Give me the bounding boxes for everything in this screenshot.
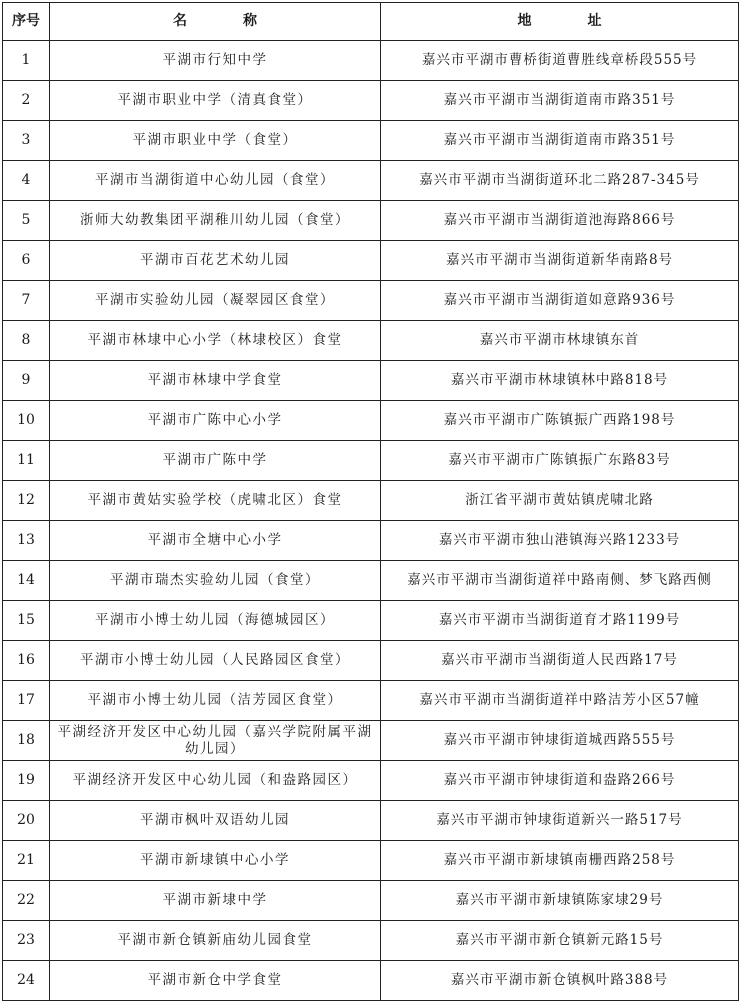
table-row [3, 681, 739, 721]
row-name-cell: 平湖市职业中学（食堂） [50, 121, 381, 161]
row-index-cell: 11 [3, 441, 50, 481]
row-address-cell: 嘉兴市平湖市当湖街道祥中路南侧、梦飞路西侧 [381, 561, 739, 601]
row-index-cell: 6 [3, 241, 50, 281]
row-name-cell: 平湖市林埭中心小学（林埭校区）食堂 [50, 321, 381, 361]
row-address-cell: 嘉兴市平湖市当湖街道南市路351号 [381, 121, 739, 161]
row-index-cell: 1 [3, 41, 50, 81]
row-index-cell: 14 [3, 561, 50, 601]
table-row [3, 81, 739, 121]
row-index-cell: 18 [3, 721, 50, 761]
table-row [3, 281, 739, 321]
row-index-cell: 23 [3, 921, 50, 961]
header-index: 序号 [3, 3, 50, 41]
row-address-cell: 嘉兴市平湖市新埭镇南栅西路258号 [381, 841, 739, 881]
table-row [3, 161, 739, 201]
row-name-cell: 平湖市小博士幼儿园（人民路园区食堂） [50, 641, 381, 681]
row-index-cell: 19 [3, 761, 50, 801]
row-address-cell: 嘉兴市平湖市当湖街道环北二路287-345号 [381, 161, 739, 201]
row-address-cell: 嘉兴市平湖市当湖街道育才路1199号 [381, 601, 739, 641]
row-address-cell: 嘉兴市平湖市新埭镇陈家埭29号 [381, 881, 739, 921]
table-row [3, 841, 739, 881]
table-row [3, 321, 739, 361]
row-name-cell: 平湖经济开发区中心幼儿园（和盎路园区） [50, 761, 381, 801]
header-row [3, 3, 739, 41]
table-body [3, 41, 739, 1001]
row-address-cell: 嘉兴市平湖市当湖街道新华南路8号 [381, 241, 739, 281]
row-address-cell: 浙江省平湖市黄姑镇虎啸北路 [381, 481, 739, 521]
row-name-cell: 平湖市新仓中学食堂 [50, 961, 381, 1001]
row-address-cell: 嘉兴市平湖市当湖街道祥中路洁芳小区57幢 [381, 681, 739, 721]
table-row [3, 481, 739, 521]
row-name-cell: 平湖市实验幼儿园（凝翠园区食堂） [50, 281, 381, 321]
table-row [3, 441, 739, 481]
header-address-right: 址 [587, 13, 602, 29]
table-row [3, 801, 739, 841]
row-index-cell: 8 [3, 321, 50, 361]
table-row [3, 41, 739, 81]
row-index-cell: 15 [3, 601, 50, 641]
row-name-cell: 平湖市新仓镇新庙幼儿园食堂 [50, 921, 381, 961]
table-row [3, 881, 739, 921]
row-address-cell: 嘉兴市平湖市钟埭街道和盎路266号 [381, 761, 739, 801]
row-name-cell: 平湖市新埭镇中心小学 [50, 841, 381, 881]
table-row [3, 641, 739, 681]
table-header [3, 3, 739, 41]
row-name-cell: 平湖市黄姑实验学校（虎啸北区）食堂 [50, 481, 381, 521]
row-index-cell: 7 [3, 281, 50, 321]
table-row [3, 921, 739, 961]
row-index-cell: 21 [3, 841, 50, 881]
row-index-cell: 3 [3, 121, 50, 161]
row-address-cell: 嘉兴市平湖市当湖街道如意路936号 [381, 281, 739, 321]
row-name-cell: 平湖市小博士幼儿园（洁芳园区食堂） [50, 681, 381, 721]
row-name-cell: 平湖市瑞杰实验幼儿园（食堂） [50, 561, 381, 601]
header-address-left: 地 [517, 13, 532, 29]
row-index-cell: 10 [3, 401, 50, 441]
row-name-cell: 平湖市职业中学（清真食堂） [50, 81, 381, 121]
row-index-cell: 12 [3, 481, 50, 521]
canteen-list-table [2, 2, 739, 1001]
row-name-cell: 平湖市枫叶双语幼儿园 [50, 801, 381, 841]
table-row [3, 761, 739, 801]
row-index-cell: 22 [3, 881, 50, 921]
row-address-cell: 嘉兴市平湖市当湖街道池海路866号 [381, 201, 739, 241]
row-index-cell: 9 [3, 361, 50, 401]
table-row [3, 721, 739, 761]
row-name-cell: 平湖市百花艺术幼儿园 [50, 241, 381, 281]
row-name-cell: 浙师大幼教集团平湖稚川幼儿园（食堂） [50, 201, 381, 241]
row-address-cell: 嘉兴市平湖市广陈镇振广西路198号 [381, 401, 739, 441]
row-index-cell: 4 [3, 161, 50, 201]
row-index-cell: 24 [3, 961, 50, 1001]
header-name-right: 称 [243, 13, 257, 29]
table-row [3, 961, 739, 1001]
row-address-cell: 嘉兴市平湖市曹桥街道曹胜线章桥段555号 [381, 41, 739, 81]
table-row [3, 121, 739, 161]
row-address-cell: 嘉兴市平湖市当湖街道南市路351号 [381, 81, 739, 121]
row-name-cell: 平湖市广陈中学 [50, 441, 381, 481]
row-name-cell: 平湖市当湖街道中心幼儿园（食堂） [50, 161, 381, 201]
table-row [3, 521, 739, 561]
row-address-cell: 嘉兴市平湖市新仓镇新元路15号 [381, 921, 739, 961]
row-address-cell: 嘉兴市平湖市林埭镇林中路818号 [381, 361, 739, 401]
row-index-cell: 5 [3, 201, 50, 241]
row-name-cell: 平湖市广陈中心小学 [50, 401, 381, 441]
row-index-cell: 13 [3, 521, 50, 561]
row-name-cell: 平湖经济开发区中心幼儿园（嘉兴学院附属平湖幼儿园） [50, 721, 381, 761]
row-name-cell: 平湖市林埭中学食堂 [50, 361, 381, 401]
row-address-cell: 嘉兴市平湖市钟埭街道新兴一路517号 [381, 801, 739, 841]
table-row [3, 561, 739, 601]
row-index-cell: 16 [3, 641, 50, 681]
row-address-cell: 嘉兴市平湖市林埭镇东首 [381, 321, 739, 361]
row-name-cell: 平湖市全塘中心小学 [50, 521, 381, 561]
row-name-cell: 平湖市小博士幼儿园（海德城园区） [50, 601, 381, 641]
table-row [3, 361, 739, 401]
row-address-cell: 嘉兴市平湖市新仓镇枫叶路388号 [381, 961, 739, 1001]
table-row [3, 241, 739, 281]
table-row [3, 401, 739, 441]
header-name [50, 3, 381, 41]
header-address [381, 3, 739, 41]
header-name-left: 名 [173, 13, 187, 29]
row-index-cell: 2 [3, 81, 50, 121]
row-index-cell: 20 [3, 801, 50, 841]
table-row [3, 601, 739, 641]
row-index-cell: 17 [3, 681, 50, 721]
row-address-cell: 嘉兴市平湖市独山港镇海兴路1233号 [381, 521, 739, 561]
row-name-cell: 平湖市行知中学 [50, 41, 381, 81]
row-address-cell: 嘉兴市平湖市广陈镇振广东路83号 [381, 441, 739, 481]
table-row [3, 201, 739, 241]
row-name-cell: 平湖市新埭中学 [50, 881, 381, 921]
row-address-cell: 嘉兴市平湖市当湖街道人民西路17号 [381, 641, 739, 681]
row-address-cell: 嘉兴市平湖市钟埭街道城西路555号 [381, 721, 739, 761]
